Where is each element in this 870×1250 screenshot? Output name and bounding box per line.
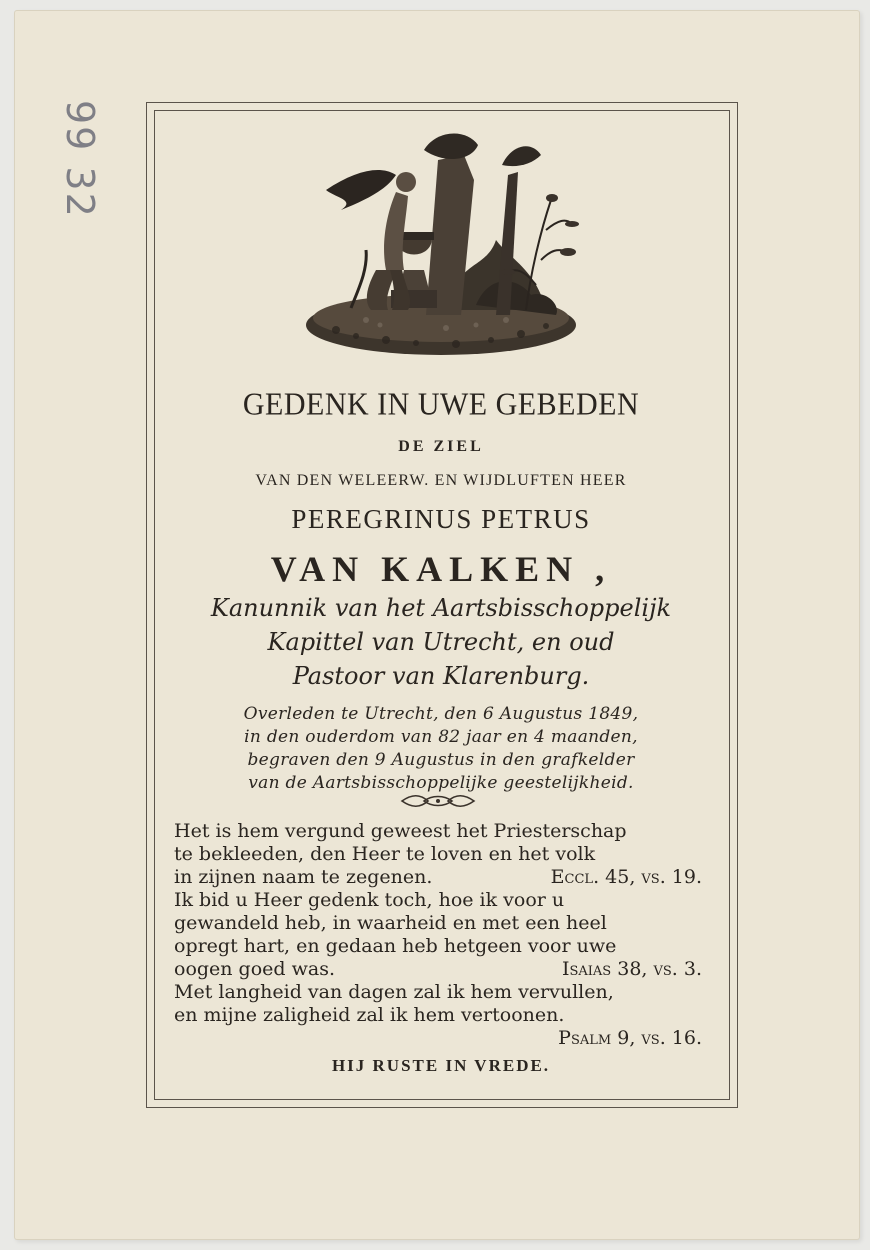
citation: Psalm 9, vs. 16. [558,1027,702,1049]
death-line: begraven den 9 Augustus in den grafkelder [247,750,635,770]
scripture-line: opregt hart, en gedaan heb hetgeen voor uwe [174,935,617,957]
mourning-angel-vignette [296,120,586,365]
given-names: PEREGRINUS PETRUS [291,504,591,534]
pencil-inventory-number: 99 32 [58,100,102,219]
role-line: Kanunnik van het Aartsbisschoppelijk [210,594,672,622]
death-line: van de Aartsbisschoppelijke geestelijkheid. [248,773,634,793]
closing-line: HIJ RUSTE IN VREDE. [331,1056,551,1075]
scripture-line: te bekleeden, den Heer te loven en het volk [174,843,596,865]
citation: Isaias 38, vs. 3. [561,958,702,980]
scripture-line: Met langheid van dagen zal ik hem vervullen, [174,981,614,1003]
heading: GEDENK IN UWE GEBEDEN [242,387,640,422]
role-line: Kapittel van Utrecht, en oud [267,628,615,656]
honorific-line: VAN DEN WELEERW. EN WIJDLUFTEN HEER [255,472,627,489]
scripture-line: in zijnen naam te zegenen. Eccl. 45, vs. 19. [174,866,702,888]
scripture-line: oogen goed was. Isaias 38, vs. 3. [174,958,702,980]
scripture-line: en mijne zaligheid zal ik hem vertoonen. [174,1004,565,1026]
citation: Eccl. 45, vs. 19. [550,866,702,888]
surname: VAN KALKEN , [270,549,612,589]
scripture-line [174,1027,702,1049]
scripture-line: Ik bid u Heer gedenk toch, hoe ik voor u [174,889,565,911]
death-line: in den ouderdom van 82 jaar en 4 maanden, [244,727,638,747]
scripture-line: gewandeld heb, in waarheid en met een heel [174,912,607,934]
scripture-line: Het is hem vergund geweest het Priesterschap [174,820,627,842]
death-line: Overleden te Utrecht, den 6 Augustus 1849, [243,704,639,724]
role-line: Pastoor van Klarenburg. [292,662,590,690]
card-content [160,120,722,1090]
ornament-divider [400,794,476,808]
soul-line: DE ZIEL [398,438,484,455]
